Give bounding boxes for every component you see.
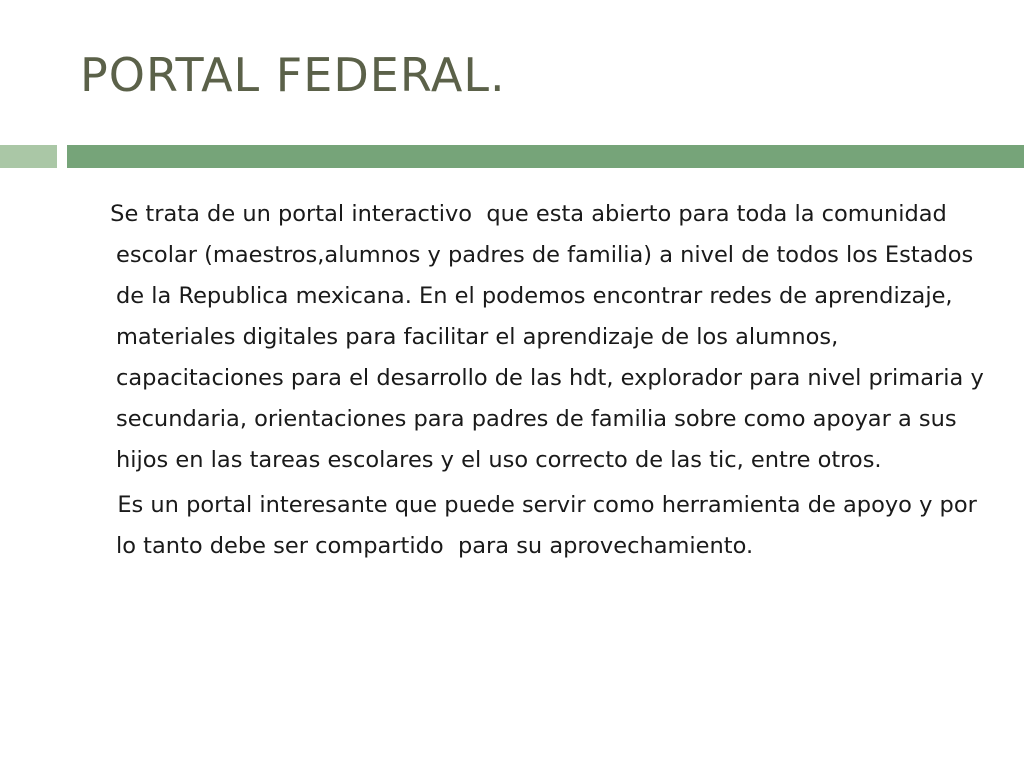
body-paragraph-2: Es un portal interesante que puede servir como herramienta de apoyo y por lo tanto debe ser compartido para su aprovechamiento. <box>103 492 985 559</box>
accent-bar-short <box>0 145 57 168</box>
accent-bar-long <box>67 145 1024 168</box>
body-paragraph-1: Se trata de un portal interactivo que esta abierto para toda la comunidad escolar (maestros,alumnos y padres de familia) a nivel de todos los Estados de la Republica mexicana. En el podemos encontrar redes de aprendizaje, materiales digitales para facilitar el aprendizaje de los alumnos, capacitaciones para el desarrollo de las hdt, explorador para nivel primaria y secundaria, orientaciones para padres de familia sobre como apoyar a sus hijos en las tareas escolares y el uso correcto de las tic, entre otros. <box>103 201 991 473</box>
slide-body <box>103 194 991 567</box>
slide-title: PORTAL FEDERAL. <box>80 48 506 102</box>
